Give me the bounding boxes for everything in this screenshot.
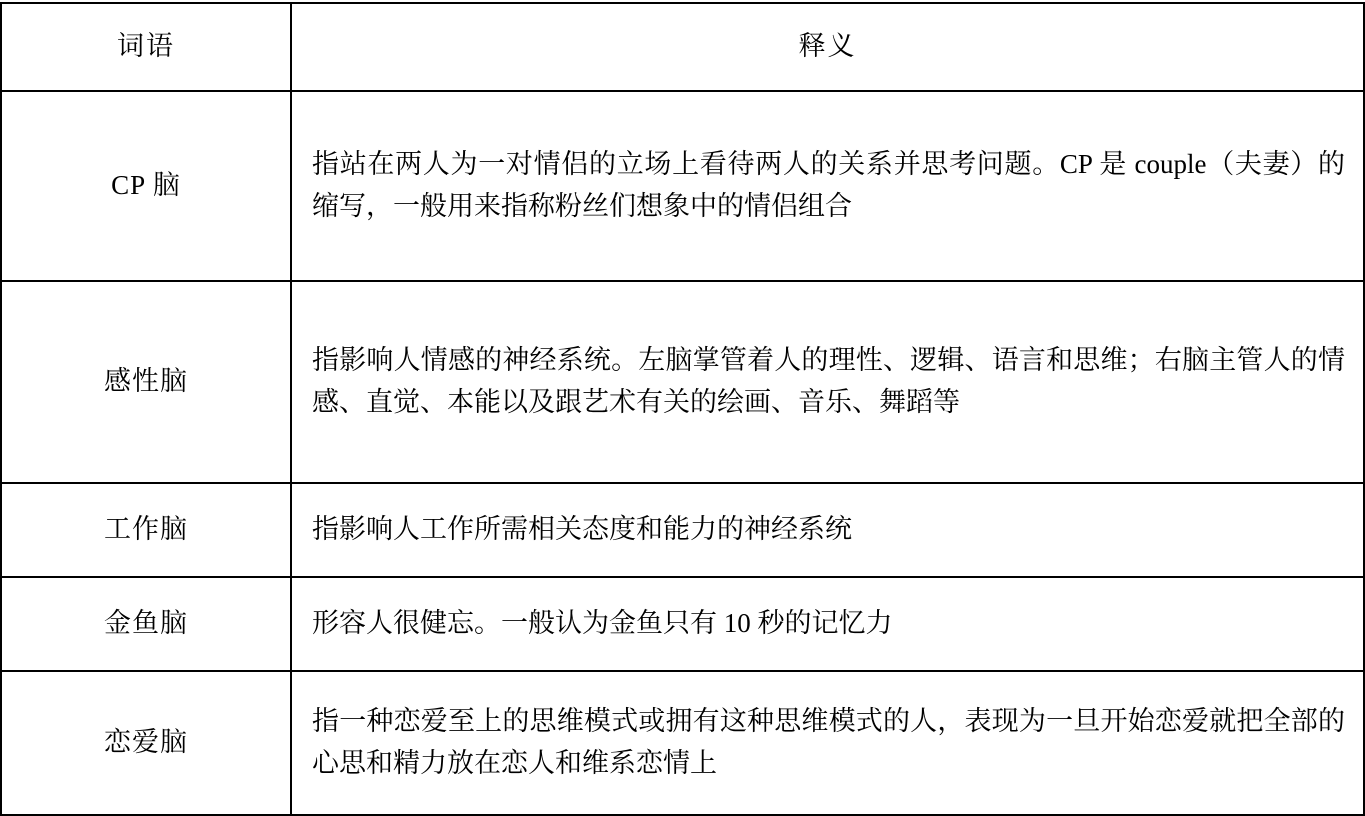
definition-cell: 指影响人情感的神经系统。左脑掌管着人的理性、逻辑、语言和思维；右脑主管人的情感、直觉、本能以及跟艺术有关的绘画、音乐、舞蹈等 [291,281,1364,483]
term-cell: 恋爱脑 [1,671,291,815]
table-row [1,91,1364,281]
table-row [1,577,1364,671]
column-header-definition: 释义 [291,3,1364,91]
table-header-row [1,3,1364,91]
definition-cell: 指站在两人为一对情侣的立场上看待两人的关系并思考问题。CP 是 couple（夫妻）的缩写，一般用来指称粉丝们想象中的情侣组合 [291,91,1364,281]
definition-cell: 指一种恋爱至上的思维模式或拥有这种思维模式的人，表现为一旦开始恋爱就把全部的心思和精力放在恋人和维系恋情上 [291,671,1364,815]
term-cell: 工作脑 [1,483,291,577]
table-row [1,671,1364,815]
table-row [1,281,1364,483]
table-row [1,483,1364,577]
definition-cell: 指影响人工作所需相关态度和能力的神经系统 [291,483,1364,577]
glossary-table [0,2,1365,816]
term-cell: CP 脑 [1,91,291,281]
definition-cell: 形容人很健忘。一般认为金鱼只有 10 秒的记忆力 [291,577,1364,671]
term-cell: 感性脑 [1,281,291,483]
term-cell: 金鱼脑 [1,577,291,671]
column-header-term: 词语 [1,3,291,91]
